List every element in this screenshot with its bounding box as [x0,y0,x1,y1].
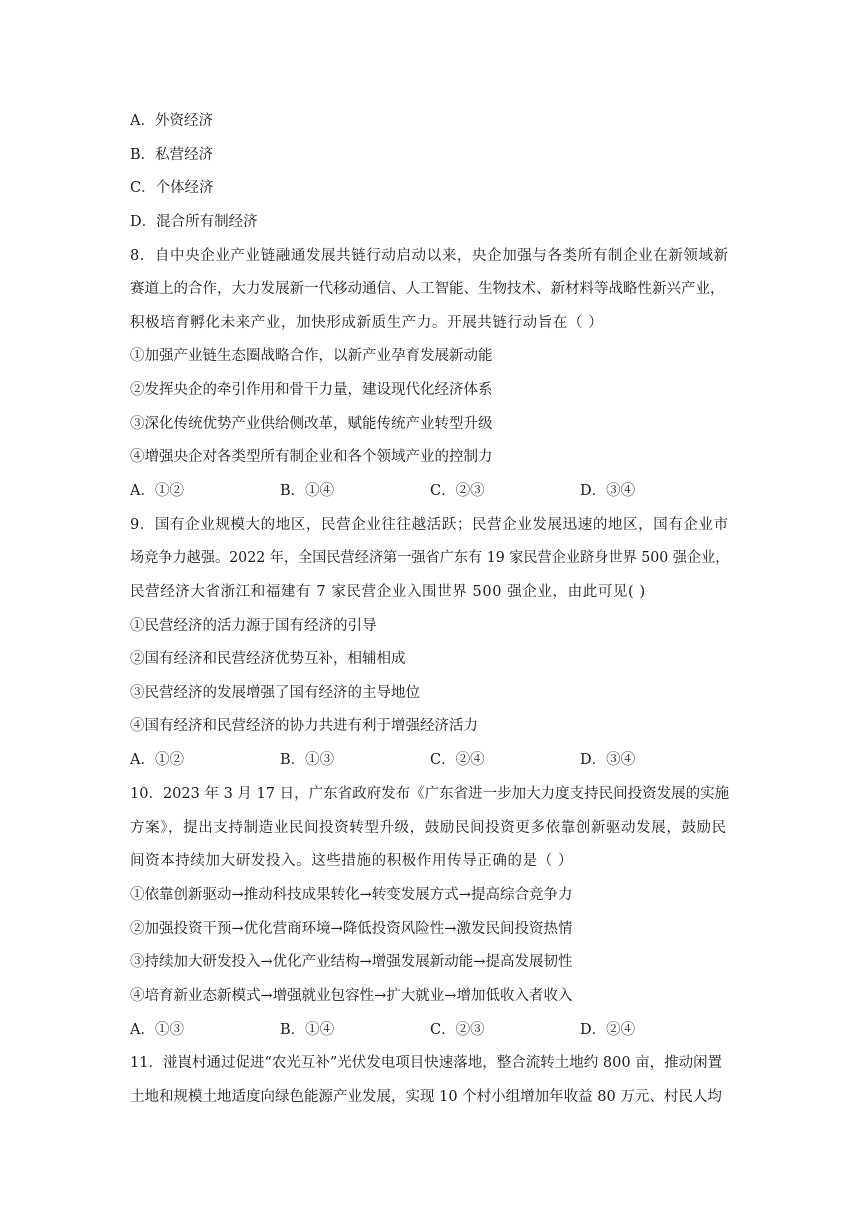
q8-choices [130,481,730,501]
q9-statement-1: ①民营经济的活力源于国有经济的引导 [130,618,377,634]
q8-stem-line-3: 积极培育孵化未来产业，加快形成新质生产力。开展共链行动旨在（ ） [130,315,604,331]
q9-stem-line-1: 9．国有企业规模大的地区，民营企业往往越活跃；民营企业发展迅速的地区，国有企业市 [130,517,729,533]
q10-statement-3: ③持续加大研发投入→优化产业结构→增强发展新动能→提高发展韧性 [130,954,573,970]
q8-choice-b: B．①④ [280,483,335,499]
q10-stem-line-3: 间资本持续加大研发投入。这些措施的积极作用传导正确的是（ ） [130,853,574,869]
q8-stem-line-2: 赛道上的合作，大力发展新一代移动通信、人工智能、生物技术、新材料等战略性新兴产业， [130,281,725,297]
q9-choice-c: C．②④ [430,752,485,768]
q10-choice-b: B．①④ [280,1022,335,1038]
q9-stem-line-3: 民营经济大省浙江和福建有 7 家民营企业入围世界 500 强企业，由此可见( ) [130,584,646,600]
q9-statement-3: ③民营经济的发展增强了国有经济的主导地位 [130,685,420,701]
q9-statement-2: ②国有经济和民营经济优势互补，相辅相成 [130,651,406,667]
q11-stem-line-1: 11．湴崀村通过促进“农光互补”光伏发电项目快速落地，整合流转土地约 800 亩，推动闲置 [130,1055,723,1071]
q8-statement-2: ②发挥央企的牵引作用和骨干力量，建设现代化经济体系 [130,382,493,398]
q8-choice-d: D．③④ [580,483,636,499]
q7-option-a: A．外资经济 [130,113,213,129]
q9-choice-a: A．①② [130,752,184,768]
q8-statement-4: ④增强央企对各类型所有制企业和各个领域产业的控制力 [130,449,493,465]
q9-choice-b: B．①③ [280,752,335,768]
q9-statement-4: ④国有经济和民营经济的协力共进有利于增强经济活力 [130,718,478,734]
q10-statement-4: ④培育新业态新模式→增强就业包容性→扩大就业→增加低收入者收入 [130,988,573,1004]
q11-stem-line-2: 土地和规模土地适度向绿色能源产业发展，实现 10 个村小组增加年收益 80 万元、村民人均 [130,1089,722,1105]
q9-choice-d: D．③④ [580,752,636,768]
q10-choices [130,1020,730,1040]
q8-statement-3: ③深化传统优势产业供给侧改革，赋能传统产业转型升级 [130,416,493,432]
q8-stem-line-1: 8．自中央企业产业链融通发展共链行动启动以来，央企加强与各类所有制企业在新领域新 [130,248,729,264]
q10-stem-line-2: 方案》，提出支持制造业民间投资转型升级，鼓励民间投资更多依靠创新驱动发展，鼓励民 [130,820,727,836]
q10-statement-1: ①依靠创新驱动→推动科技成果转化→转变发展方式→提高综合竞争力 [130,887,573,903]
q10-stem-line-1: 10．2023 年 3 月 17 日，广东省政府发布《广东省进一步加大力度支持民间投资发展的实施 [130,786,730,802]
q7-option-b: B．私营经济 [130,147,214,163]
q10-statement-2: ②加强投资干预→优化营商环境→降低投资风险性→激发民间投资热情 [130,921,573,937]
q10-choice-d: D．②④ [580,1022,636,1038]
q8-choice-a: A．①② [130,483,184,499]
q10-choice-a: A．①③ [130,1022,184,1038]
q7-option-c: C．个体经济 [130,180,214,196]
q9-choices [130,750,730,770]
q10-choice-c: C．②③ [430,1022,485,1038]
q8-statement-1: ①加强产业链生态圈战略合作，以新产业孕育发展新动能 [130,348,493,364]
q8-choice-c: C．②③ [430,483,485,499]
q9-stem-line-2: 场竞争力越强。2022 年，全国民营经济第一强省广东有 19 家民营企业跻身世界 500 强企业， [130,550,730,566]
q7-option-d: D．混合所有制经济 [130,214,258,230]
